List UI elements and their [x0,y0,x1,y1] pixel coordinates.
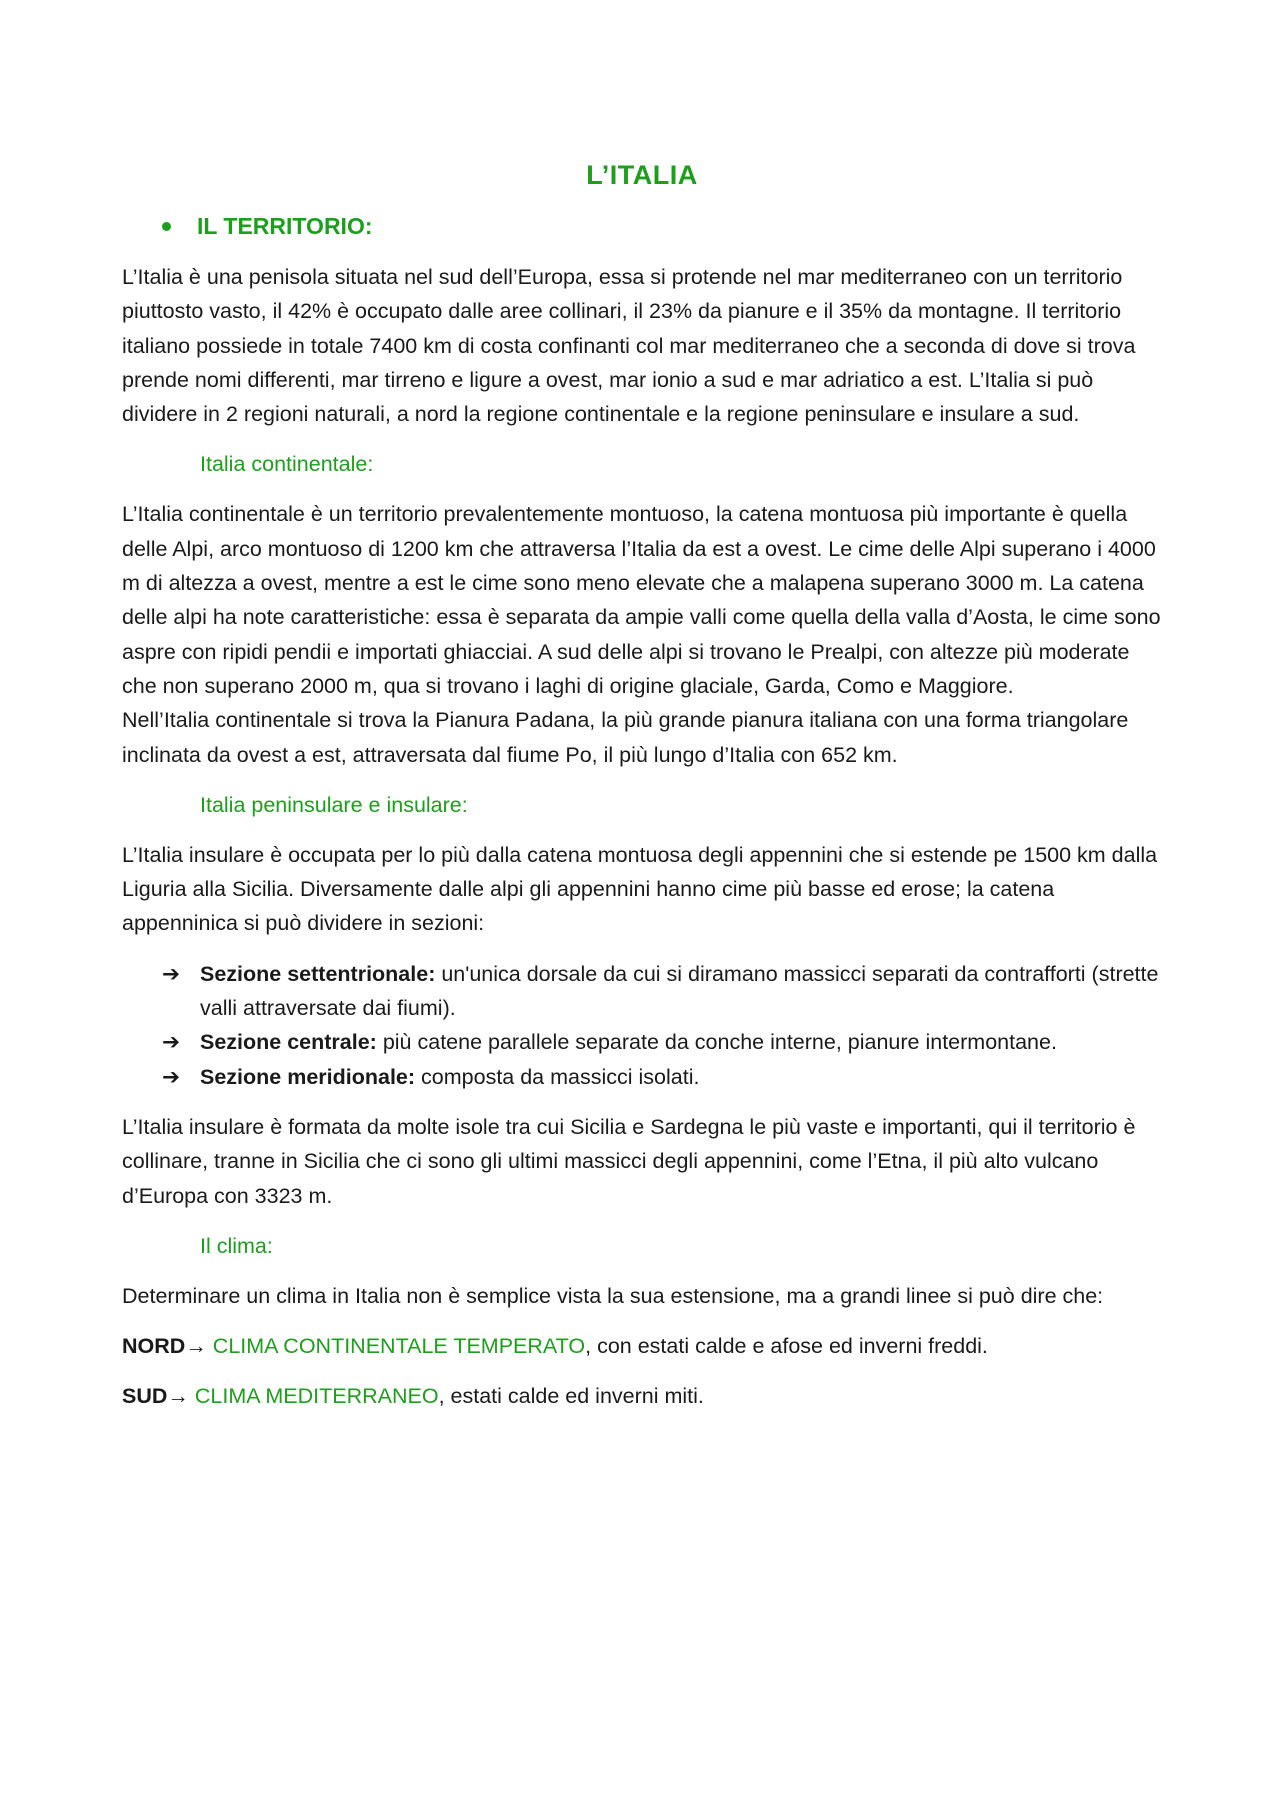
arrow-right-icon: ➔ [162,961,181,986]
clima-nord-label: NORD [122,1334,186,1359]
peninsulare-paragraph-2: L’Italia insulare è formata da molte isole tra cui Sicilia e Sardegna le più vaste e importanti, qui il territorio è collinare, tranne in Sicilia che ci sono gli ultimi massicci degli appennini, come l’Etna, il più alto vulcano d’Europa con 3323 m. [122,1114,1136,1208]
clima-nord-type: CLIMA CONTINENTALE TEMPERATO [212,1334,586,1359]
arrow-right-icon: ➔ [162,1064,181,1089]
section-heading-territorio [162,213,1162,240]
clima-sud-type: CLIMA MEDITERRANEO [194,1384,439,1409]
list-item-text: composta da massicci isolati. [415,1064,700,1089]
section-heading-label: IL TERRITORIO: [197,213,373,239]
clima-sud-desc: , estati calde ed inverni miti. [438,1384,704,1409]
list-item [122,1060,1162,1094]
list-item-text: più catene parallele separate da conche interne, pianure intermontane. [376,1030,1057,1055]
list-item [122,957,1162,1026]
list-item-label: Sezione centrale: [200,1030,377,1055]
continentale-paragraph-2: Nell’Italia continentale si trova la Pianura Padana, la più grande pianura italiana con una forma triangolare inclinata da ovest a est, attraversata dal fiume Po, il più lungo d’Italia con 652 km. [122,708,1129,767]
list-item-label: Sezione settentrionale: [200,961,436,986]
bullet-dot-icon [162,222,171,231]
intro-paragraph: L’Italia è una penisola situata nel sud dell’Europa, essa si protende nel mar mediterraneo con un territorio piuttosto vasto, il 42% è occupato dalle aree collinari, il 23% da pianure e il 35% da montagne. Il territorio italiano possiede in totale 7400 km di costa confinanti col mar mediterraneo che a seconda di dove si trova prende nomi differenti, mar tirreno e ligure a ovest, mar ionio a sud e mar adriatico a est. L’Italia si può dividere in 2 regioni naturali, a nord la regione continentale e la regione peninsulare e insulare a sud. [122,265,1136,427]
continentale-paragraph-1: L’Italia continentale è un territorio prevalentemente montuoso, la catena montuosa più importante è quella delle Alpi, arco montuoso di 1200 km che attraversa l’Italia da est a ovest. Le cime delle Alpi superano i 4000 m di altezza a ovest, mentre a est le cime sono meno elevate che a malapena superano 3000 m. La catena delle alpi ha note caratteristiche: essa è separata da ampie valli come quella della valla d’Aosta, le cime sono aspre con ripidi pendii e importati ghiacciai. A sud delle alpi si trovano le Prealpi, con altezze più moderate che non superano 2000 m, qua si trovano i laghi di origine glaciale, Garda, Como e Maggiore. [122,502,1161,698]
subheading-continentale: Italia continentale: [200,452,374,477]
arrow-right-icon: ➔ [162,1030,181,1055]
arrow-right-icon: → [185,1334,207,1359]
clima-paragraph: Determinare un clima in Italia non è semplice vista la sua estensione, ma a grandi linee si può dire che: [122,1283,1104,1308]
clima-sud-line [122,1379,1162,1413]
list-item-text: un'unica dorsale da cui si diramano massicci separati da contrafforti (strette valli attraversate dai fiumi). [200,961,1159,1021]
list-item-label: Sezione meridionale: [200,1064,416,1089]
subheading-peninsulare: Italia peninsulare e insulare: [200,792,468,817]
document-page [122,150,1162,1430]
document-title: L’ITALIA [586,160,698,190]
clima-nord-desc: , con estati calde e afose ed inverni freddi. [585,1334,988,1359]
clima-sud-label: SUD [122,1384,168,1409]
appennini-sections-list [122,957,1162,1094]
subheading-clima: Il clima: [200,1233,273,1258]
arrow-right-icon: → [167,1384,189,1409]
peninsulare-paragraph-1: L’Italia insulare è occupata per lo più dalla catena montuosa degli appennini che si estende pe 1500 km dalla Liguria alla Sicilia. Diversamente dalle alpi gli appennini hanno cime più basse ed erose; la catena appenninica si può dividere in sezioni: [122,842,1158,936]
clima-nord-line [122,1329,1162,1363]
list-item [122,1025,1162,1059]
